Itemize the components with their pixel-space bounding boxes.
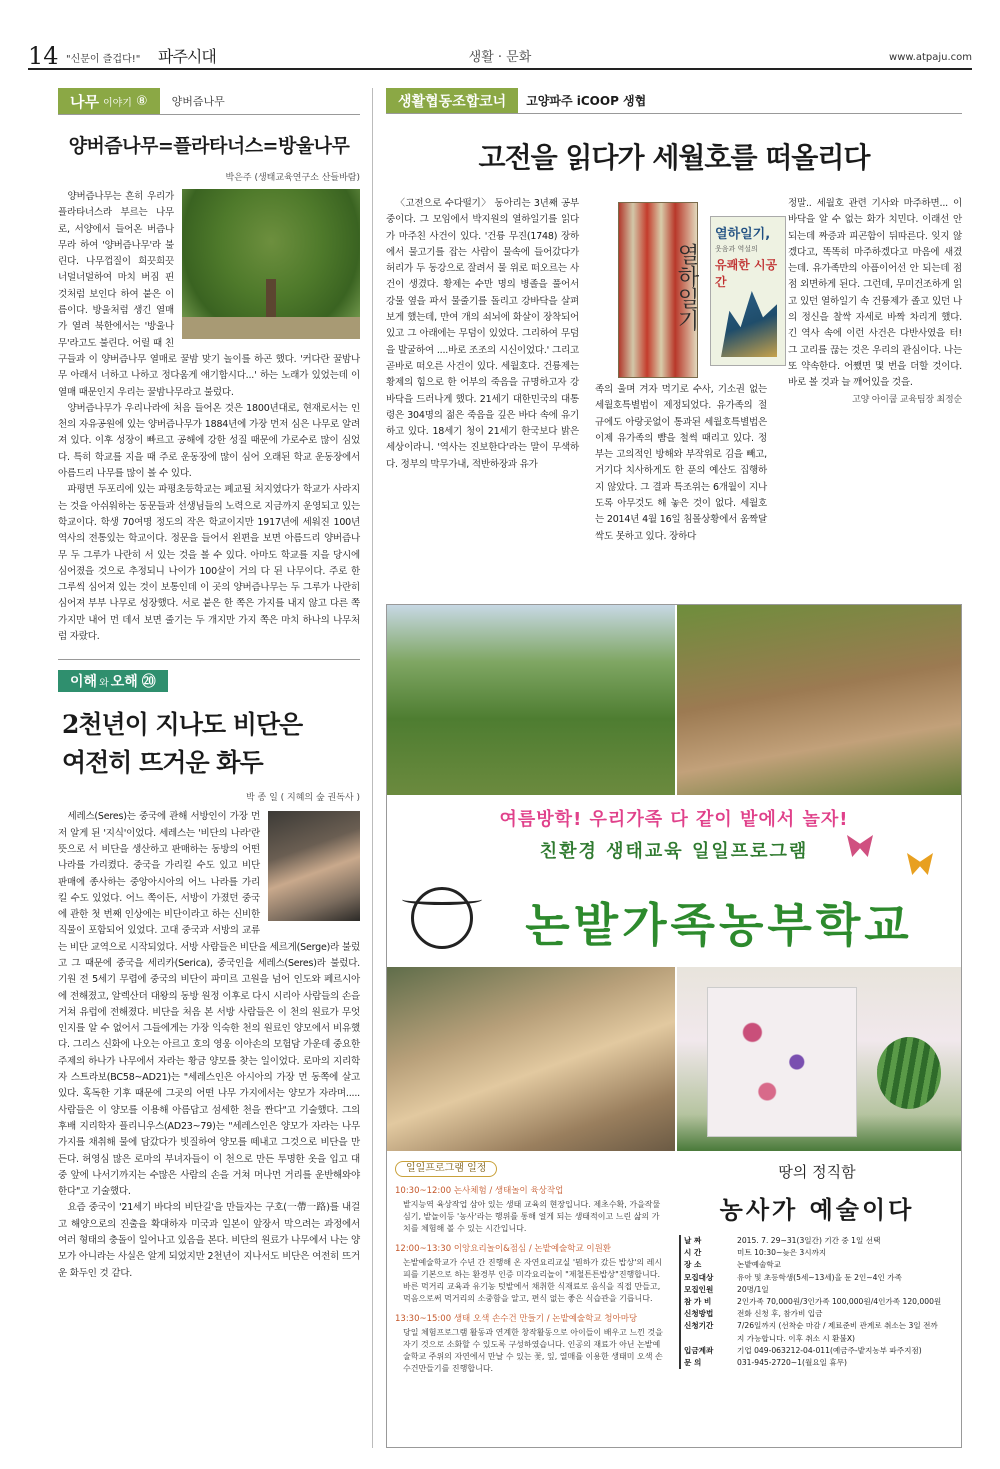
tree-photo (182, 189, 360, 339)
author-photo (268, 811, 360, 921)
article-body (58, 809, 360, 1282)
article-body (386, 196, 962, 626)
left-column (58, 88, 360, 1282)
info-row: 신청방법 전화 신청 후, 참가비 입금 (680, 1308, 948, 1320)
tag-subtitle: 이야기 (102, 97, 132, 109)
tag-title: 생활협동조합코너 (386, 88, 518, 113)
tag-number: ⑳ (141, 674, 156, 691)
tag-title: 이해 (70, 674, 98, 691)
info-row: 문 의 031-945-2720~1(월요일 휴무) (680, 1357, 948, 1369)
ad-title: 논밭가족농부학교 (525, 898, 913, 952)
divider (58, 659, 360, 660)
column-divider (372, 88, 373, 1448)
info-row: 신청기간 7/26일까지 (선착순 마감 / 제료준비 관계로 취소는 3일 전까지 가능합니다. 이후 취소 시 환불X) (680, 1320, 948, 1344)
garden-photo (387, 605, 675, 795)
text-column-2: 족의 울며 겨자 먹기로 수사, 기소권 없는 세월호특별법이 제정되었다. 유가족의 절규에도 아랑곳없이 통과된 세월호특별법은 이제 유가족의 뺨을 철썩 때리고 있다. 정부는 고의적인 방해와 부작위로 김을 빼고, 거기다 치사하게도 한 푼의 예산도 집행하지 않았다. 그 결과 특조위는 6개월이 지나도록 아무것도 해 놓은 것이 없다. 세월호는 2014년 4월 16일 침몰상황에서 움짝달싹도 못하고 있다. 장하다 (595, 384, 767, 542)
header-slogan: "신문이 즐겁다!" (66, 54, 141, 65)
tag-topic: 양버즘나무 (171, 95, 225, 108)
ad-slogan: 여름방학! 우리가족 다 같이 밭에서 놀자! (499, 809, 849, 830)
paragraph: 요즘 중국이 '21세기 바다의 비단길'을 만들자는 구호(一帶一路)를 내걸고 해양으로의 진출을 확대하자 미국과 일본이 앞장서 막으려는 과정에서 여러 형태의 충돌이 일어나고 있음을 본다. 비단의 원료가 나무에서 나는 양모가 아니라는 사실은 알게 되었지만 2천년이 지나서도 비단은 여전히 뜨거운 화두인 것 같다. (58, 1202, 360, 1279)
article-byline: 박 종 일 ( 지혜의 숲 권독사 ) (246, 793, 360, 804)
info-row: 장 소 논밭예술학교 (680, 1259, 948, 1271)
paragraph: 양버즘나무는 흔히 우리가 플라타너스라 부르는 나무로, 서양에서 들어온 버즘나무라 하여 '양버즘나무'라 불린다. 나무껍질이 희끗희끗 너덜너덜하여 마치 버짐 핀 것처럼 보인다 하여 붙은 이름이다. 방울처럼 생긴 열매가 열려 북한에서는 '방울나무'라고도 불린다. 어릴 때 친구들과 이 양버즘나무 열매로 꿀밤 맞기 놀이를 하곤 했다. '커다란 꿀밤나무 아래서 너하고 나하고 정다움게 얘기합시다...' 하는 노래가 있었는데 이 열매 때문인지 우리는 꿀밤나무라고 불렀다. (58, 191, 360, 398)
info-table (679, 1235, 949, 1369)
newspaper-logo: 파주시대 (158, 47, 216, 66)
paragraph: 파평면 두포리에 있는 파평초등학교는 폐교될 처지였다가 학교가 사라지는 것을 아쉬워하는 동문들과 선생님들의 노력으로 지금까지 운영되고 있는 학교이다. 학생 70여명 정도의 작은 학교이지만 1917년에 세워진 100년 역사의 전통있는 학교이다. 정문을 들어서 왼편을 보면 아름드리 양버즘나무 두 그루가 나란히 서 있는 것을 볼 수 있다. 아마도 학교를 지을 당시에 심어졌을 것으로 추정되니 나이가 100살이 거의 다 된 나무이다. 주로 한 그루씩 심어져 있는 것이 보통인데 이 곳의 양버즘나무는 두 그루가 나란히 심어져 부부 나무로 성장했다. 서로 붙은 한 쪽은 가지를 내지 않고 다른 쪽 가지만 내어 먼 데서 보면 줄기는 두 개지만 가지 쪽은 마치 하나의 나무처럼 자랐다. (58, 484, 360, 643)
tag-title-2: 오해 (110, 674, 138, 691)
handkerchief-watermelon-photo (677, 967, 962, 1151)
schedule-item: 13:30~15:00 생태 오색 손수건 만들기 / 논밭예술학교 청아마당 당일 체험프로그램 활동과 연계한 창작활동으로 아이들이 배우고 느낀 것을 자기 것으로 소화할 수 있도록 구성하였습니다. 인공의 재료가 아닌 논밭예술학교 주위의 자연에서 만날 수 있는 꽃, 잎, 열매를 이용한 생태미 오색 손수건만들기를 진행합니다. (395, 1314, 663, 1373)
coop-logo: 고양파주 iCOOP 생협 (526, 94, 647, 108)
family-cooking-photo (387, 967, 675, 1151)
article-body (58, 189, 360, 645)
tag-number: ⑧ (135, 93, 148, 109)
children-farming-photo (677, 605, 962, 795)
book-box-set: 열하일기 (618, 202, 698, 378)
farm-school-advertisement (386, 604, 962, 1448)
text-column-3: 정말.. 세월호 관련 기사와 마주하면... 이 바닥을 알 수 없는 화가 치민다. 이래선 안 되는데 짜증과 피곤함이 뒤따른다. 잊지 않겠다고, 똑똑히 마주하겠다고 마음에 새겼는데. 유가족만의 아픔이어선 안 되는데 점점 외면하게 된다. 그런데, 무미건조하게 읽고 있던 열하일기 속 건륭제가 졸고 있던 나의 정신을 찰싹 자세로 바짝 차리게 했다. 긴 역사 속에 이런 사건은 다반사였을 터! 그 고리를 끊는 것은 우리의 관심이다. 나는 또 약속한다. 어쨌면 몇 번을 더할 것이다. 바로 볼 것과 늘 깨어있을 것을. 고양 아이쿱 교육팀장 최정순 (788, 196, 962, 408)
info-row: 모집인원 20명/1일 (680, 1284, 948, 1296)
book-cover: 열하일기, 웃음과 역설의 유쾌한 시공간 (710, 216, 786, 366)
page-header (28, 40, 972, 70)
schedule-item: 10:30~12:00 논사체험 / 생태놀이 육상작업 밭지능역 육상작업 삼아 있는 생태 교육의 현장입니다. 제초수확, 가을작물 심기, 밭놀이등 '농사'라는 행위를 통해 얼게 되는 생태적이고 느린 삶의 가치를 체험해 볼 수 있는 시간입니다. (395, 1186, 661, 1233)
program-info (679, 1161, 955, 1369)
tree-story-tag (58, 88, 360, 114)
article-headline: 2천년이 지나도 비단은 여전히 뜨거운 화두 (62, 710, 303, 778)
info-row: 시 간 미트 10:30~늦은 3시까지 (680, 1247, 948, 1259)
info-row: 입금계좌 기업 049-063212-04-011(예금주-밭지농부 파주지점) (680, 1345, 948, 1357)
understanding-tag: 이해 와 오해 ⑳ (58, 670, 168, 692)
caption-large: 농사가 예술이다 (719, 1196, 915, 1224)
book-photo (598, 196, 786, 378)
text-column-1: 〈고전으로 수다떨기〉 동아리는 3년째 공부중이다. 그 모임에서 박지원의 열하일기를 읽다가 마주친 사건이 있다. '건륭 무진(1748) 장하에서 물고기를 잡는 사람이 물속에 들어갔다가 허리가 두 동강으로 잘려서 물 위로 떠오르는 사건이 생겼다. 황제는 수만 명의 병졸을 풀어서 강물 옆을 파서 물줄기를 돌리고 강바닥을 살펴보게 했는데, 만여 개의 쇠뇌에 화살이 장착되어 있고 그 아래에는 무덤이 있었다. 그리하여 무덤을 발굴하여 ....바로 조조의 시신이었다.' 그리고 곧바로 떠오른 사건이 있다. 세월호다. 건륭제는 황제의 힘으로 한 어부의 죽음을 규명하고자 강바닥을 드러나게 했다. 21세기 대한민국의 대통령은 304명의 젊은 죽음을 깊은 바다 속에 유기하고 있다. 18세기 청이 21세기 한국보다 밝은 세상이라니. '역사는 진보한다'라는 말이 무색하다. 정부의 막무가내, 적반하장과 유가 (386, 198, 579, 470)
paragraph: 세레스(Seres)는 중국에 관해 서방인이 가장 먼저 알게 된 '지식'이었다. 세레스는 '비단의 나라'란 뜻으로 서 비단을 생산하고 판매하는 동방의 어떤 나라를 가리켰다. 중국을 가리킬 수도 있고 비단 판매에 종사하는 중앙아시아의 어느 나라를 가리킬 수도 있었다. 어느 쪽이든, 서방이 가졌던 중국에 관한 첫 번째 인상에는 비단이라고 하는 신비한 직물이 포함되어 있었다. 고대 중국과 서방의 교류는 비단 교역으로 시작되었다. 서방 사람들은 비단을 세르게(Serge)라 불렀고 그 때문에 중국을 세리카(Serica), 중국인을 세레스(Seres)라 불렀다. 기원 전 5세기 무렵에 중국의 비단이 파미르 고원을 넘어 인도와 페르시아에 전해졌고, 알렉산더 대왕의 동방 원정 이후로 다시 시리아 사람들의 손을 거쳐 유럽에 전해졌다. 비단을 처음 본 서방 사람들은 이 천의 원료가 무엇인지를 알 수 없어서 그들에게는 가장 익숙한 천의 원료인 양모에서 비유했다. 그리스 신화에 나오는 아르고 호의 영웅 이아손의 모험담 가운데 중요한 주제의 하나가 나무에서 자라는 황금 양모를 찾는 일이었다. 로마의 지리학자 스트라보(BC58~AD21)는 "세레스인은 아시아의 가장 먼 동쪽에 살고 있다. 혹독한 기후 때문에 그곳의 어떤 나무 가지에서는 양모가 자라며.....사람들은 이 양모를 이용해 아름답고 섬세한 천을 짠다"고 기술했다. 그의 후배 지리학자 플리니우스(AD23~79)는 "세레스인은 양모가 자라는 나무 가지를 채취해 물에 담갔다가 빗질하여 양모를 떼내고 그것으로 비단을 만든다. 허영심 많은 로마의 부녀자들이 이 천으로 만든 투명한 옷을 입고 대중 앞에 나서기까지는 수많은 사람의 손을 거쳐 머나먼 거리를 운반해와야 한다"고 기술했다. (58, 811, 360, 1198)
program-schedule (395, 1161, 667, 1383)
caption-small: 땅의 정직함 (778, 1163, 856, 1181)
farmer-hat-icon (411, 887, 473, 949)
article-headline: 고전을 읽다가 세월호를 떠올리다 (478, 141, 870, 174)
divider (58, 114, 360, 115)
tag-title: 나무 (70, 92, 99, 111)
schedule-item: 12:00~13:30 이앙요리놀이&점심 / 논밭예술학교 이원환 논밭예술학교가 수년 간 진행해 온 자연요리교실 '뭔하가 갔든 밥상'의 레시피를 기본으로 하는 환경부 인증 미각요리놀이 "제철튼튼밥상"진행합니다. 바른 먹거리 교육과 유기농 텃밭에서 채취한 식재료로 음식을 직접 만들고, 먹음으로써 먹거리의 소중함을 알고, 편식 없는 좋은 식습관을 기릅니다. (395, 1244, 663, 1303)
info-row: 날 짜 2015. 7. 29~31(3일간) 기간 중 1일 선택 (680, 1235, 948, 1247)
right-column (386, 88, 962, 626)
article-headline: 양버즘나무=플라타너스=방울나무 (68, 135, 350, 157)
info-row: 참 가 비 2인가족 70,000원/3인가족 100,000원/4인가족 120,000원 (680, 1296, 948, 1308)
page-number: 14 (28, 42, 59, 70)
site-url: www.atpaju.com (889, 52, 972, 63)
section-title: 생활 · 문화 (468, 50, 532, 65)
ad-subtitle: 친환경 생태교육 일일프로그램 (539, 841, 809, 862)
info-row: 모집대상 유아 및 초등학생(5세~13세)을 둔 2인~4인 가족 (680, 1272, 948, 1284)
article-byline: 박은주 (생태교육연구소 산들바람) (225, 173, 360, 183)
schedule-title: 일일프로그램 일정 (395, 1161, 497, 1177)
paragraph: 양버즘나무가 우리나라에 처음 들어온 것은 1800년대로, 현재로서는 인천의 자유공원에 있는 양버즘나무가 1884년에 가장 먼저 심은 나무로 알려져 있다. 이후 성장이 빠르고 공해에 강한 성질 때문에 가로수로 많이 심었다. 특히 학교를 지을 때 주로 운동장에 많이 심어 오래된 학교 운동장에서 아름드리 나무를 많이 볼 수 있다. (58, 402, 360, 480)
coop-corner-tag (386, 88, 962, 114)
article-credit: 고양 아이쿱 교육팀장 최정순 (852, 394, 962, 405)
